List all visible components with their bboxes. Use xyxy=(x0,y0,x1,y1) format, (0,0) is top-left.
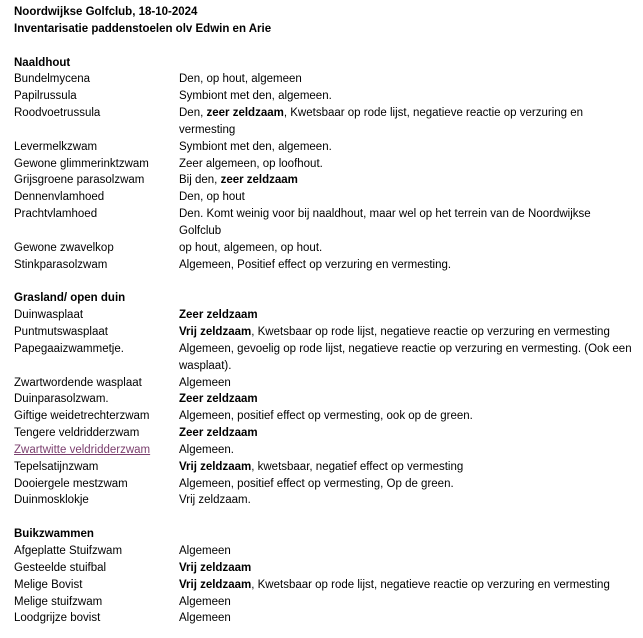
description-text: Algemeen, positief effect op vermesting, ook op de green. xyxy=(179,410,473,423)
species-description xyxy=(179,594,634,611)
species-description xyxy=(179,543,634,560)
species-description xyxy=(179,307,634,324)
description-text: , Kwetsbaar op rode lijst, negatieve reactie op verzuring en vermesting xyxy=(251,578,610,591)
description-text: Den, op hout, algemeen xyxy=(179,73,302,86)
description-text: Algemeen xyxy=(179,545,231,557)
species-description xyxy=(179,257,634,274)
blank-line xyxy=(14,274,634,291)
species-description xyxy=(179,577,634,594)
species-name: Melige Bovist xyxy=(14,578,83,591)
blank-line xyxy=(14,509,634,526)
species-name: Papilrussula xyxy=(14,90,77,103)
description-text: Algemeen xyxy=(179,612,231,625)
species-description xyxy=(179,71,634,88)
rarity-emphasis: zeer zeldzaam xyxy=(220,174,298,187)
species-row xyxy=(14,105,634,139)
species-row xyxy=(14,459,634,476)
species-description xyxy=(179,492,634,509)
species-description xyxy=(179,88,634,105)
document-subtitle: Inventarisatie paddenstoelen olv Edwin en Arie xyxy=(14,22,272,35)
species-row xyxy=(14,88,634,105)
species-name: Loodgrijze bovist xyxy=(14,612,101,625)
species-name: Tengere veldridderzwam xyxy=(14,427,140,440)
description-text: Algemeen xyxy=(179,376,231,389)
species-description xyxy=(179,610,634,627)
species-row xyxy=(14,375,634,392)
species-row xyxy=(14,307,634,324)
species-name: Gesteelde stuifbal xyxy=(14,561,107,574)
species-row xyxy=(14,341,634,375)
description-text: , kwetsbaar, negatief effect op vermesting xyxy=(251,460,464,473)
description-text: , Kwetsbaar op rode lijst, negatieve reactie op verzuring en vermesting xyxy=(251,326,610,339)
sections xyxy=(14,38,634,628)
species-description xyxy=(179,172,634,189)
species-description xyxy=(179,240,634,257)
species-row xyxy=(14,577,634,594)
species-row xyxy=(14,156,634,173)
description-text: Den, op hout xyxy=(179,191,245,204)
species-row xyxy=(14,172,634,189)
species-name: Dennenvlamhoed xyxy=(14,191,105,204)
description-text: Den. Komt weinig voor bij naaldhout, maar wel op het terrein van de Noordwijkse Golfclub xyxy=(179,208,591,237)
species-name: Duinmosklokje xyxy=(14,494,89,507)
document-title: Noordwijkse Golfclub, 18-10-2024 xyxy=(14,6,198,18)
species-name-link[interactable]: Zwartwitte veldridderzwam xyxy=(14,443,151,456)
description-text: Algemeen xyxy=(179,595,231,608)
description-text: Algemeen. xyxy=(179,443,234,456)
description-text: op hout, algemeen, op hout. xyxy=(179,241,323,254)
species-name: Melige stuifzwam xyxy=(14,595,103,608)
species-description xyxy=(179,105,634,139)
species-description xyxy=(179,459,634,476)
rarity-emphasis: Zeer zeldzaam xyxy=(179,309,258,322)
species-row xyxy=(14,408,634,425)
species-row xyxy=(14,240,634,257)
species-row xyxy=(14,560,634,577)
species-name: Roodvoetrussula xyxy=(14,107,101,120)
species-row xyxy=(14,257,634,274)
section-heading: Grasland/ open duin xyxy=(14,292,126,305)
species-name: Duinparasolzwam. xyxy=(14,393,109,406)
species-description xyxy=(179,442,634,459)
rarity-emphasis: Vrij zeldzaam xyxy=(179,578,252,591)
species-description xyxy=(179,476,634,493)
species-row xyxy=(14,442,634,459)
description-text: Symbiont met den, algemeen. xyxy=(179,140,332,153)
species-name: Puntmutswasplaat xyxy=(14,326,108,339)
species-row xyxy=(14,206,634,240)
species-row xyxy=(14,543,634,560)
species-name: Zwartwordende wasplaat xyxy=(14,376,142,389)
rarity-emphasis: Zeer zeldzaam xyxy=(179,427,258,440)
rarity-emphasis: zeer zeldzaam xyxy=(206,107,284,120)
species-description xyxy=(179,206,634,240)
description-text: Den, xyxy=(179,107,207,120)
description-text: , Kwetsbaar op rode lijst, negatieve reactie op verzuring en vermesting xyxy=(179,107,584,136)
species-name: Gewone zwavelkop xyxy=(14,241,114,254)
species-description xyxy=(179,391,634,408)
species-row xyxy=(14,139,634,156)
species-name: Grijsgroene parasolzwam xyxy=(14,174,145,187)
description-text: Zeer algemeen, op loofhout. xyxy=(179,157,323,170)
description-text: Symbiont met den, algemeen. xyxy=(179,90,332,103)
species-row xyxy=(14,71,634,88)
species-name: Stinkparasolzwam xyxy=(14,258,108,271)
species-name: Papegaaizwammetje. xyxy=(14,342,124,355)
description-text: Bij den, xyxy=(179,174,221,187)
description-text: Algemeen, gevoelig op rode lijst, negatieve reactie op verzuring en vermesting. (Ook een wasplaat). xyxy=(179,342,632,372)
rarity-emphasis: Vrij zeldzaam xyxy=(179,460,252,473)
species-name: Duinwasplaat xyxy=(14,309,84,322)
description-text: Algemeen, positief effect op vermesting, Op de green. xyxy=(179,477,454,490)
species-row xyxy=(14,476,634,493)
description-text: Vrij zeldzaam. xyxy=(179,494,251,507)
rarity-emphasis: Vrij zeldzaam xyxy=(179,561,252,574)
species-description xyxy=(179,375,634,392)
document xyxy=(14,4,634,627)
species-row xyxy=(14,425,634,442)
species-row xyxy=(14,324,634,341)
species-row xyxy=(14,594,634,611)
section-heading: Naaldhout xyxy=(14,56,71,69)
species-row xyxy=(14,610,634,627)
rarity-emphasis: Zeer zeldzaam xyxy=(179,393,258,406)
species-description xyxy=(179,560,634,577)
species-name: Prachtvlamhoed xyxy=(14,208,98,221)
species-name: Dooiergele mestzwam xyxy=(14,477,128,490)
species-description xyxy=(179,425,634,442)
species-description xyxy=(179,139,634,156)
species-name: Bundelmycena xyxy=(14,73,91,86)
species-description xyxy=(179,324,634,341)
species-name: Giftige weidetrechterzwam xyxy=(14,410,150,423)
species-name: Afgeplatte Stuifzwam xyxy=(14,545,123,557)
species-name: Gewone glimmerinktzwam xyxy=(14,157,149,170)
blank-line xyxy=(14,38,634,55)
species-description xyxy=(179,189,634,206)
species-row xyxy=(14,189,634,206)
species-description xyxy=(179,156,634,173)
species-name: Levermelkzwam xyxy=(14,140,98,153)
description-text: Algemeen, Positief effect op verzuring en vermesting. xyxy=(179,258,452,271)
rarity-emphasis: Vrij zeldzaam xyxy=(179,326,252,339)
species-row xyxy=(14,492,634,509)
species-description xyxy=(179,341,634,375)
species-description xyxy=(179,408,634,425)
species-row xyxy=(14,391,634,408)
species-name: Tepelsatijnzwam xyxy=(14,460,99,473)
section-heading: Buikzwammen xyxy=(14,528,94,541)
